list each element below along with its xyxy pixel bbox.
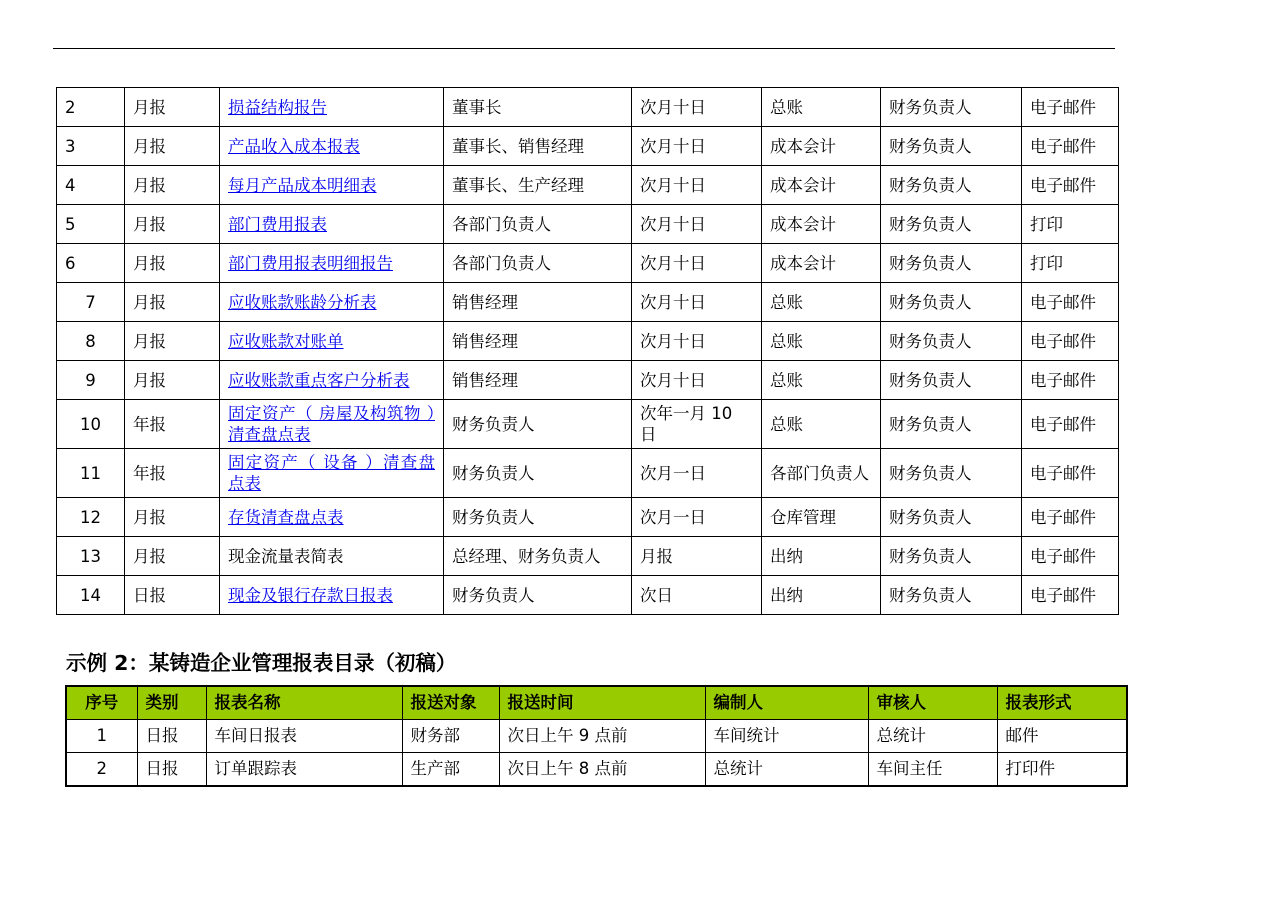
preparer: 总账 <box>762 88 881 127</box>
recipient: 总经理、财务负责人 <box>444 537 632 576</box>
report-catalog-table-2 <box>65 685 1128 787</box>
report-name: 车间日报表 <box>206 720 402 753</box>
report-name-link[interactable]: 每月产品成本明细表 <box>228 175 377 195</box>
report-format: 打印 <box>1022 244 1119 283</box>
preparer: 成本会计 <box>762 244 881 283</box>
submit-time: 月报 <box>632 537 762 576</box>
submit-time: 次日上午 8 点前 <box>499 753 705 787</box>
table-row <box>66 720 1127 753</box>
recipient: 财务负责人 <box>444 498 632 537</box>
recipient: 生产部 <box>402 753 499 787</box>
preparer: 出纳 <box>762 576 881 615</box>
table-row <box>57 537 1119 576</box>
column-header: 报表形式 <box>997 686 1127 720</box>
reviewer: 财务负责人 <box>881 400 1022 449</box>
reviewer: 财务负责人 <box>881 498 1022 537</box>
preparer: 总账 <box>762 322 881 361</box>
report-name-link[interactable]: 应收账款重点客户分析表 <box>228 370 410 390</box>
submit-time: 次年一月 10 日 <box>632 400 762 449</box>
column-header: 报表名称 <box>206 686 402 720</box>
submit-time: 次月十日 <box>632 283 762 322</box>
report-type: 月报 <box>125 283 220 322</box>
preparer: 成本会计 <box>762 127 881 166</box>
table-row <box>57 322 1119 361</box>
report-name-link[interactable]: 固定资产（ 房屋及构筑物 ）清查盘点表 <box>228 404 435 444</box>
recipient: 董事长、生产经理 <box>444 166 632 205</box>
table-row <box>57 283 1119 322</box>
report-type: 日报 <box>137 753 206 787</box>
report-type: 日报 <box>125 576 220 615</box>
report-name-link[interactable]: 应收账款对账单 <box>228 331 344 351</box>
report-name-link[interactable]: 损益结构报告 <box>228 97 327 117</box>
table-row <box>57 400 1119 449</box>
report-format: 打印 <box>1022 205 1119 244</box>
reviewer: 财务负责人 <box>881 244 1022 283</box>
recipient: 财务部 <box>402 720 499 753</box>
row-number: 7 <box>57 283 125 322</box>
reviewer: 财务负责人 <box>881 127 1022 166</box>
submit-time: 次月十日 <box>632 166 762 205</box>
row-number: 13 <box>57 537 125 576</box>
report-format: 打印件 <box>997 753 1127 787</box>
report-type: 日报 <box>137 720 206 753</box>
row-number: 2 <box>57 88 125 127</box>
submit-time: 次月一日 <box>632 449 762 498</box>
report-type: 月报 <box>125 361 220 400</box>
column-header: 编制人 <box>705 686 868 720</box>
reviewer: 财务负责人 <box>881 537 1022 576</box>
preparer: 仓库管理 <box>762 498 881 537</box>
table-header-row <box>66 686 1127 720</box>
row-number: 4 <box>57 166 125 205</box>
report-format: 电子邮件 <box>1022 576 1119 615</box>
preparer: 车间统计 <box>705 720 868 753</box>
report-name-link[interactable]: 部门费用报表明细报告 <box>228 253 393 273</box>
column-header: 报送时间 <box>499 686 705 720</box>
submit-time: 次月十日 <box>632 361 762 400</box>
report-type: 月报 <box>125 166 220 205</box>
report-format: 电子邮件 <box>1022 449 1119 498</box>
submit-time: 次月十日 <box>632 205 762 244</box>
report-name-link[interactable]: 部门费用报表 <box>228 214 327 234</box>
table-row <box>57 166 1119 205</box>
table-row <box>66 753 1127 787</box>
recipient: 董事长 <box>444 88 632 127</box>
table-row <box>57 449 1119 498</box>
reviewer: 财务负责人 <box>881 88 1022 127</box>
report-type: 月报 <box>125 537 220 576</box>
recipient: 董事长、销售经理 <box>444 127 632 166</box>
column-header: 报送对象 <box>402 686 499 720</box>
row-number: 1 <box>66 720 137 753</box>
reviewer: 财务负责人 <box>881 576 1022 615</box>
row-number: 14 <box>57 576 125 615</box>
reviewer: 总统计 <box>868 720 997 753</box>
preparer: 总账 <box>762 400 881 449</box>
row-number: 6 <box>57 244 125 283</box>
report-format: 电子邮件 <box>1022 498 1119 537</box>
reviewer: 财务负责人 <box>881 283 1022 322</box>
report-type: 月报 <box>125 127 220 166</box>
preparer: 总账 <box>762 283 881 322</box>
report-name-link[interactable]: 现金及银行存款日报表 <box>228 585 393 605</box>
section-title: 示例 2：某铸造企业管理报表目录（初稿） <box>66 651 457 675</box>
report-name-link[interactable]: 固定资产（ 设备 ）清查盘点表 <box>228 453 435 493</box>
submit-time: 次月十日 <box>632 88 762 127</box>
preparer: 成本会计 <box>762 166 881 205</box>
column-header: 序号 <box>66 686 137 720</box>
preparer: 总账 <box>762 361 881 400</box>
submit-time: 次月十日 <box>632 244 762 283</box>
submit-time: 次月十日 <box>632 322 762 361</box>
reviewer: 财务负责人 <box>881 205 1022 244</box>
report-type: 月报 <box>125 244 220 283</box>
report-format: 电子邮件 <box>1022 283 1119 322</box>
table-row <box>57 244 1119 283</box>
reviewer: 财务负责人 <box>881 361 1022 400</box>
report-name-link[interactable]: 存货清查盘点表 <box>228 507 344 527</box>
reviewer: 财务负责人 <box>881 449 1022 498</box>
report-format: 电子邮件 <box>1022 88 1119 127</box>
report-name: 现金流量表简表 <box>220 537 444 576</box>
row-number: 8 <box>57 322 125 361</box>
table-row <box>57 88 1119 127</box>
recipient: 各部门负责人 <box>444 244 632 283</box>
submit-time: 次月一日 <box>632 498 762 537</box>
table-row <box>57 127 1119 166</box>
preparer: 成本会计 <box>762 205 881 244</box>
report-type: 年报 <box>125 449 220 498</box>
report-type: 月报 <box>125 88 220 127</box>
table-row <box>57 498 1119 537</box>
row-number: 10 <box>57 400 125 449</box>
report-type: 月报 <box>125 322 220 361</box>
report-type: 年报 <box>125 400 220 449</box>
row-number: 5 <box>57 205 125 244</box>
row-number: 9 <box>57 361 125 400</box>
row-number: 11 <box>57 449 125 498</box>
row-number: 3 <box>57 127 125 166</box>
reviewer: 财务负责人 <box>881 166 1022 205</box>
report-type: 月报 <box>125 205 220 244</box>
report-name-link[interactable]: 产品收入成本报表 <box>228 136 360 156</box>
page-top-rule <box>53 48 1115 49</box>
recipient: 各部门负责人 <box>444 205 632 244</box>
preparer: 总统计 <box>705 753 868 787</box>
report-format: 电子邮件 <box>1022 361 1119 400</box>
report-format: 电子邮件 <box>1022 400 1119 449</box>
preparer: 出纳 <box>762 537 881 576</box>
column-header: 审核人 <box>868 686 997 720</box>
table-row <box>57 576 1119 615</box>
table-row <box>57 205 1119 244</box>
reviewer: 车间主任 <box>868 753 997 787</box>
table-row <box>57 361 1119 400</box>
recipient: 财务负责人 <box>444 576 632 615</box>
report-format: 邮件 <box>997 720 1127 753</box>
submit-time: 次日 <box>632 576 762 615</box>
row-number: 2 <box>66 753 137 787</box>
recipient: 财务负责人 <box>444 400 632 449</box>
report-format: 电子邮件 <box>1022 322 1119 361</box>
report-type: 月报 <box>125 498 220 537</box>
report-format: 电子邮件 <box>1022 537 1119 576</box>
submit-time: 次月十日 <box>632 127 762 166</box>
row-number: 12 <box>57 498 125 537</box>
preparer: 各部门负责人 <box>762 449 881 498</box>
recipient: 销售经理 <box>444 283 632 322</box>
report-name: 订单跟踪表 <box>206 753 402 787</box>
column-header: 类别 <box>137 686 206 720</box>
report-format: 电子邮件 <box>1022 166 1119 205</box>
report-name-link[interactable]: 应收账款账龄分析表 <box>228 292 377 312</box>
recipient: 销售经理 <box>444 361 632 400</box>
submit-time: 次日上午 9 点前 <box>499 720 705 753</box>
report-catalog-table-1 <box>56 87 1119 615</box>
reviewer: 财务负责人 <box>881 322 1022 361</box>
report-format: 电子邮件 <box>1022 127 1119 166</box>
recipient: 销售经理 <box>444 322 632 361</box>
recipient: 财务负责人 <box>444 449 632 498</box>
